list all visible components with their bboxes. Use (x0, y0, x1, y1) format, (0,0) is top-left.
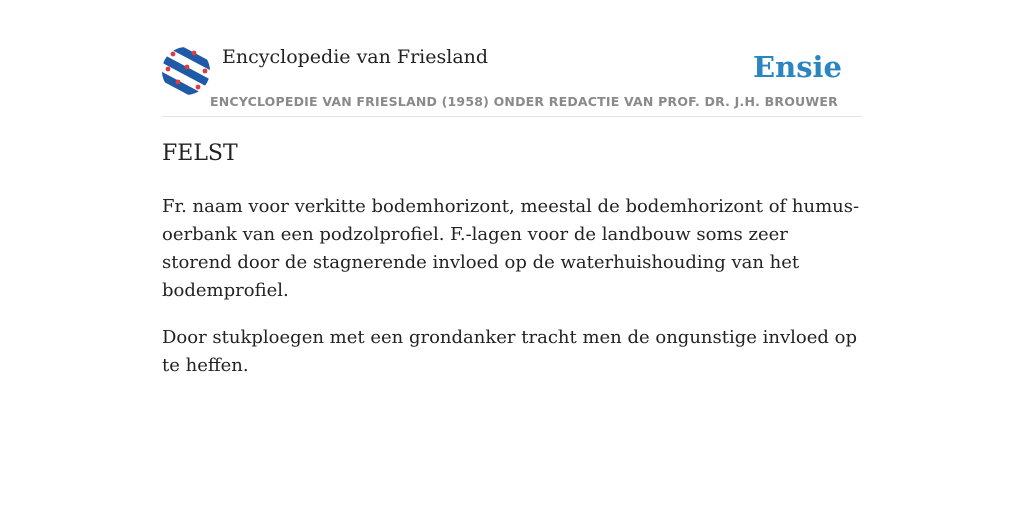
article-paragraph-2: Door stukploegen met een grondanker tracht men de ongunstige invloed op te heffen. (162, 327, 858, 376)
site-title[interactable]: Encyclopedie van Friesland (222, 46, 489, 68)
article-title: FELST (162, 141, 238, 166)
header (162, 44, 862, 117)
ensie-brand-link[interactable]: Ensie (753, 50, 842, 84)
frisian-flag-logo-icon[interactable] (162, 47, 210, 95)
article (162, 138, 862, 399)
source-subtitle: ENCYCLOPEDIE VAN FRIESLAND (1958) ONDER REDACTIE VAN PROF. DR. J.H. BROUWER (210, 94, 838, 109)
article-paragraph-1: Fr. naam voor verkitte bodemhorizont, meestal de bodemhorizont of humus-oerbank van een podzolprofiel. F.-lagen voor de landbouw soms zeer storend door de stagnerende invloed op de waterhuishouding van het bodemprofiel. (162, 196, 860, 301)
